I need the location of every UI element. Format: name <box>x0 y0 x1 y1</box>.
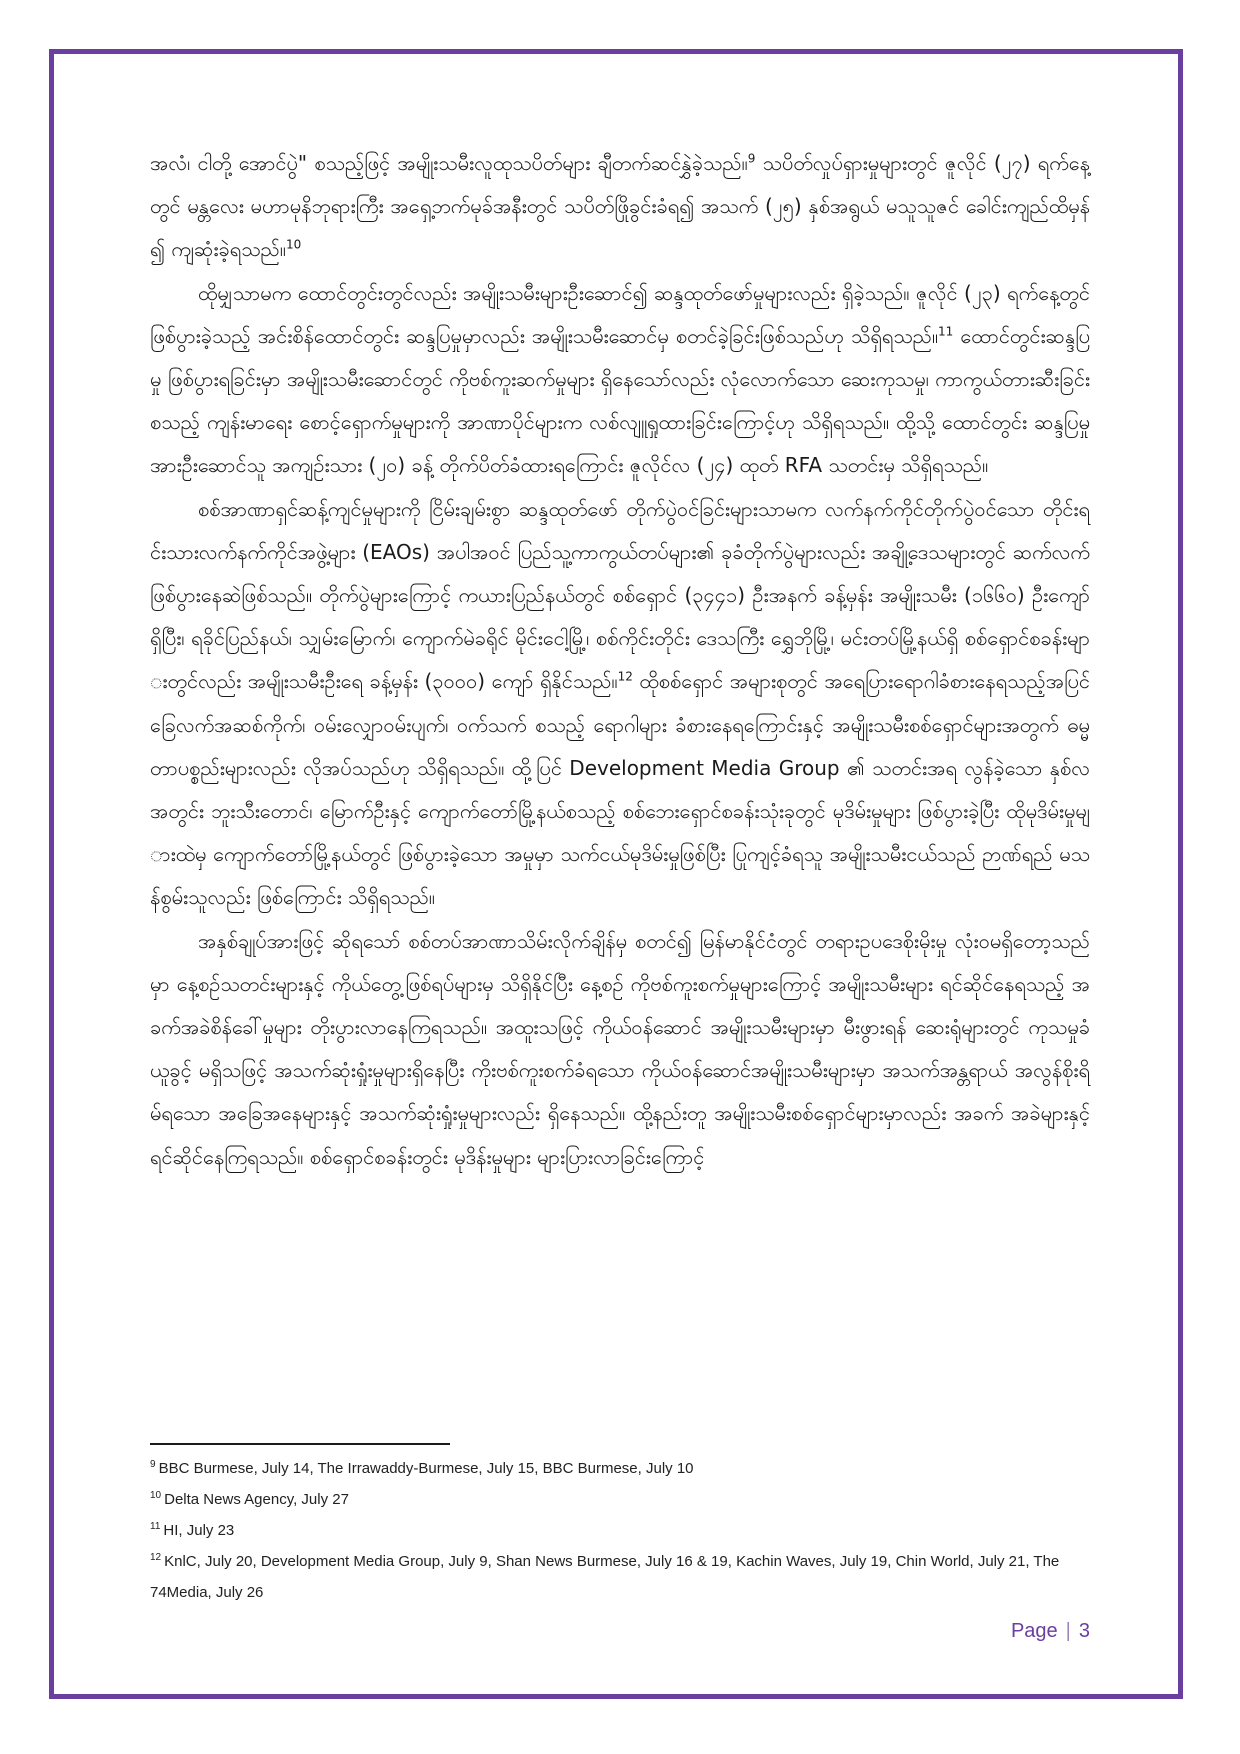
footnote-reference: 12 <box>617 669 633 684</box>
footnote <box>150 1453 1090 1484</box>
paragraph-text: သပိတ်လှုပ်ရှားမှုများတွင် ဇူလိုင် (၂၇) ရက်နေ့တွင် မန္တလေး မဟာမုနိဘုရားကြီး အရှေ့ဘက်မုခ်အနီးတွင် သပိတ်ဖြိုခွင်းခံရ၍ အသက် (၂၅) နှစ်အရွယ် မသူသူဇင် ခေါင်းကျည်ထိမှန်၍ ကျဆုံးခဲ့ရသည်။ <box>150 151 1090 262</box>
footnote <box>150 1546 1090 1608</box>
paragraph-text: အလံ၊ ငါတို့ အောင်ပွဲ" စသည့်ဖြင့် အမျိုးသမီးလူထုသပိတ်များ ချီတက်ဆင်နွှဲခဲ့သည်။ <box>150 151 748 175</box>
paragraph-text: ထိုမျှသာမက ထောင်တွင်းတွင်လည်း အမျိုးသမီးများဦးဆောင်၍ ဆန္ဒထုတ်ဖော်မှုများလည်း ရှိခဲ့သည်။ ဇူလိုင် (၂၃) ရက်နေ့တွင် ဖြစ်ပွားခဲ့သည့် အင်းစိန်ထောင်တွင်း ဆန္ဒပြမှုမှာလည်း အမျိုးသမီးဆောင်မှ စတင်ခဲ့ခြင်းဖြစ်သည်ဟု သိရှိရသည်။ <box>150 280 1090 348</box>
footnote-number: 11 <box>150 1521 161 1532</box>
footnote <box>150 1484 1090 1515</box>
paragraph-text: စစ်အာဏာရှင်ဆန့်ကျင်မှုများကို ငြိမ်းချမ်းစွာ ဆန္ဒထုတ်ဖော် တိုက်ပွဲဝင်ခြင်းများသာမက လက်နက်ကိုင်တိုက်ပွဲဝင်သော တိုင်းရင်းသားလက်နက်ကိုင်အဖွဲ့များ (EAOs) အပါအဝင် ပြည်သူ့ကာကွယ်တပ်များ၏ ခုခံတိုက်ပွဲများလည်း အချို့ဒေသများတွင် ဆက်လက်ဖြစ်ပွားနေဆဲဖြစ်သည်။ တိုက်ပွဲများကြောင့် ကယားပြည်နယ်တွင် စစ်ရှောင် (၃၄၄၁) ဦးအနက် ခန့်မှန်း အမျိုးသမီး (၁၆၆၀) ဦးကျော် ရှိပြီး၊ ရခိုင်ပြည်နယ်၊ သျှမ်းမြောက်၊ ကျောက်မဲခရိုင် မိုင်းငေါ့မြို့၊ စစ်ကိုင်းတိုင်း ဒေသကြီး ရွှေဘိုမြို့၊ မင်းတပ်မြို့နယ်ရှိ စစ်ရှောင်စခန်းများတွင်လည်း အမျိုးသမီးဦးရေ ခန့်မှန်း (၃၀၀၀) ကျော် ရှိနိုင်သည်။ <box>150 496 1090 694</box>
page-separator: | <box>1065 1620 1071 1642</box>
page-number: 3 <box>1078 1620 1090 1642</box>
footnote-separator <box>150 1443 450 1445</box>
footnote-number: 12 <box>150 1552 162 1563</box>
footnote-reference: 10 <box>285 237 302 252</box>
page-label: Page <box>1010 1620 1058 1642</box>
footnote-text: Delta News Agency, July 27 <box>164 1491 349 1508</box>
footnote-number: 9 <box>150 1459 156 1470</box>
footnotes <box>150 1453 1090 1608</box>
body-text <box>150 142 1090 1179</box>
footnote-reference: 11 <box>938 324 954 339</box>
footnote-text: HI, July 23 <box>163 1522 235 1539</box>
paragraph <box>150 272 1090 488</box>
paragraph-text: ထိုစစ်ရှောင် အများစုတွင် အရေပြားရောဂါခံစားနေရသည့်အပြင် ခြေလက်အဆစ်ကိုက်၊ ဝမ်းလျှောဝမ်းပျက်၊ ဝက်သက် စသည့် ရောဂါများ ခံစားနေရကြောင်းနှင့် အမျိုးသမီးစစ်ရှောင်များအတွက် ဓမ္မတာပစ္စည်းများလည်း လိုအပ်သည်ဟု သိရှိရသည်။ ထို့ပြင် Development Media Group ၏ သတင်းအရ လွန်ခဲ့သော နှစ်လအတွင်း ဘူးသီးတောင်၊ မြောက်ဦးနှင့် ကျောက်တော်မြို့နယ်စသည့် စစ်ဘေးရှောင်စခန်းသုံးခုတွင် မုဒိမ်းမှုများ ဖြစ်ပွားခဲ့ပြီး ထိုမုဒိမ်းမှုများထဲမှ ကျောက်တော်မြို့နယ်တွင် ဖြစ်ပွားခဲ့သော အမှုမှာ သက်ငယ်မုဒိမ်းမှုဖြစ်ပြီး ပြုကျင့်ခံရသူ အမျိုးသမီးငယ်သည် ဉာဏ်ရည် မသန်စွမ်းသူလည်း ဖြစ်ကြောင်း သိရှိရသည်။ <box>150 669 1090 910</box>
footnote <box>150 1515 1090 1546</box>
paragraph <box>150 488 1090 920</box>
footnote-text: BBC Burmese, July 14, The Irrawaddy-Burmese, July 15, BBC Burmese, July 10 <box>158 1460 694 1477</box>
paragraph-text: အနှစ်ချုပ်အားဖြင့် ဆိုရသော် စစ်တပ်အာဏာသိမ်းလိုက်ချိန်မှ စတင်၍ မြန်မာနိုင်ငံတွင် တရားဥပဒေစိုးမိုးမှု လုံးဝမရှိတော့သည်မှာ နေ့စဉ်သတင်းများနှင့် ကိုယ်တွေ့ဖြစ်ရပ်များမှ သိရှိနိုင်ပြီး နေ့စဉ် ကိုဗစ်ကူးစက်မှုများကြောင့် အမျိုးသမီးများ ရင်ဆိုင်နေရသည့် အခက်အခဲစိန်ခေါ်မှုများ တိုးပွားလာနေကြရသည်။ အထူးသဖြင့် ကိုယ်ဝန်ဆောင် အမျိုးသမီးများမှာ မီးဖွားရန် ဆေးရုံများတွင် ကုသမှုခံယူခွင့် မရှိသဖြင့် အသက်ဆုံးရှုံးမှုများရှိနေပြီး ကိုးဗစ်ကူးစက်ခံရသော ကိုယ်ဝန်ဆောင်အမျိုးသမီးများမှာ အသက်အန္တရာယ် အလွန်စိုးရိမ်ရသော အခြေအနေများနှင့် အသက်ဆုံးရှုံးမှုများလည်း ရှိနေသည်။ ထို့နည်းတူ အမျိုးသမီးစစ်ရှောင်များမှာလည်း အခက် အခဲများနှင့် ရင်ဆိုင်နေကြရသည်။ စစ်ရှောင်စခန်းတွင်း မုဒိန်းမှုများ များပြားလာခြင်းကြောင့် <box>150 928 1090 1169</box>
paragraph <box>150 142 1090 272</box>
page-footer <box>1011 1620 1090 1643</box>
paragraph-text: ထောင်တွင်းဆန္ဒပြမှု ဖြစ်ပွားရခြင်းမှာ အမျိုးသမီးဆောင်တွင် ကိုဗစ်ကူးဆက်မှုများ ရှိနေသော်လည်း လုံလောက်သော ဆေးကုသမှု၊ ကာကွယ်တားဆီးခြင်း စသည့် ကျန်းမာရေး စောင့်ရှောက်မှုများကို အာဏာပိုင်များက လစ်လျူရှုထားခြင်းကြောင့်ဟု သိရှိရသည်။ ထို့သို့ ထောင်တွင်း ဆန္ဒပြမှုအားဦးဆောင်သူ အကျဉ်းသား (၂၀) ခန့် တိုက်ပိတ်ခံထားရကြောင်း ဇူလိုင်လ (၂၄) ထုတ် RFA သတင်းမှ သိရှိရသည်။ <box>150 323 1090 478</box>
footnote-text: KnlC, July 20, Development Media Group, July 9, Shan News Burmese, July 16 & 19, Kachin Waves, July 19, Chin World, July 21, The 74Media, July 26 <box>150 1553 1060 1601</box>
footnote-reference: 9 <box>747 151 756 166</box>
footnote-number: 10 <box>150 1490 162 1501</box>
paragraph <box>150 920 1090 1179</box>
